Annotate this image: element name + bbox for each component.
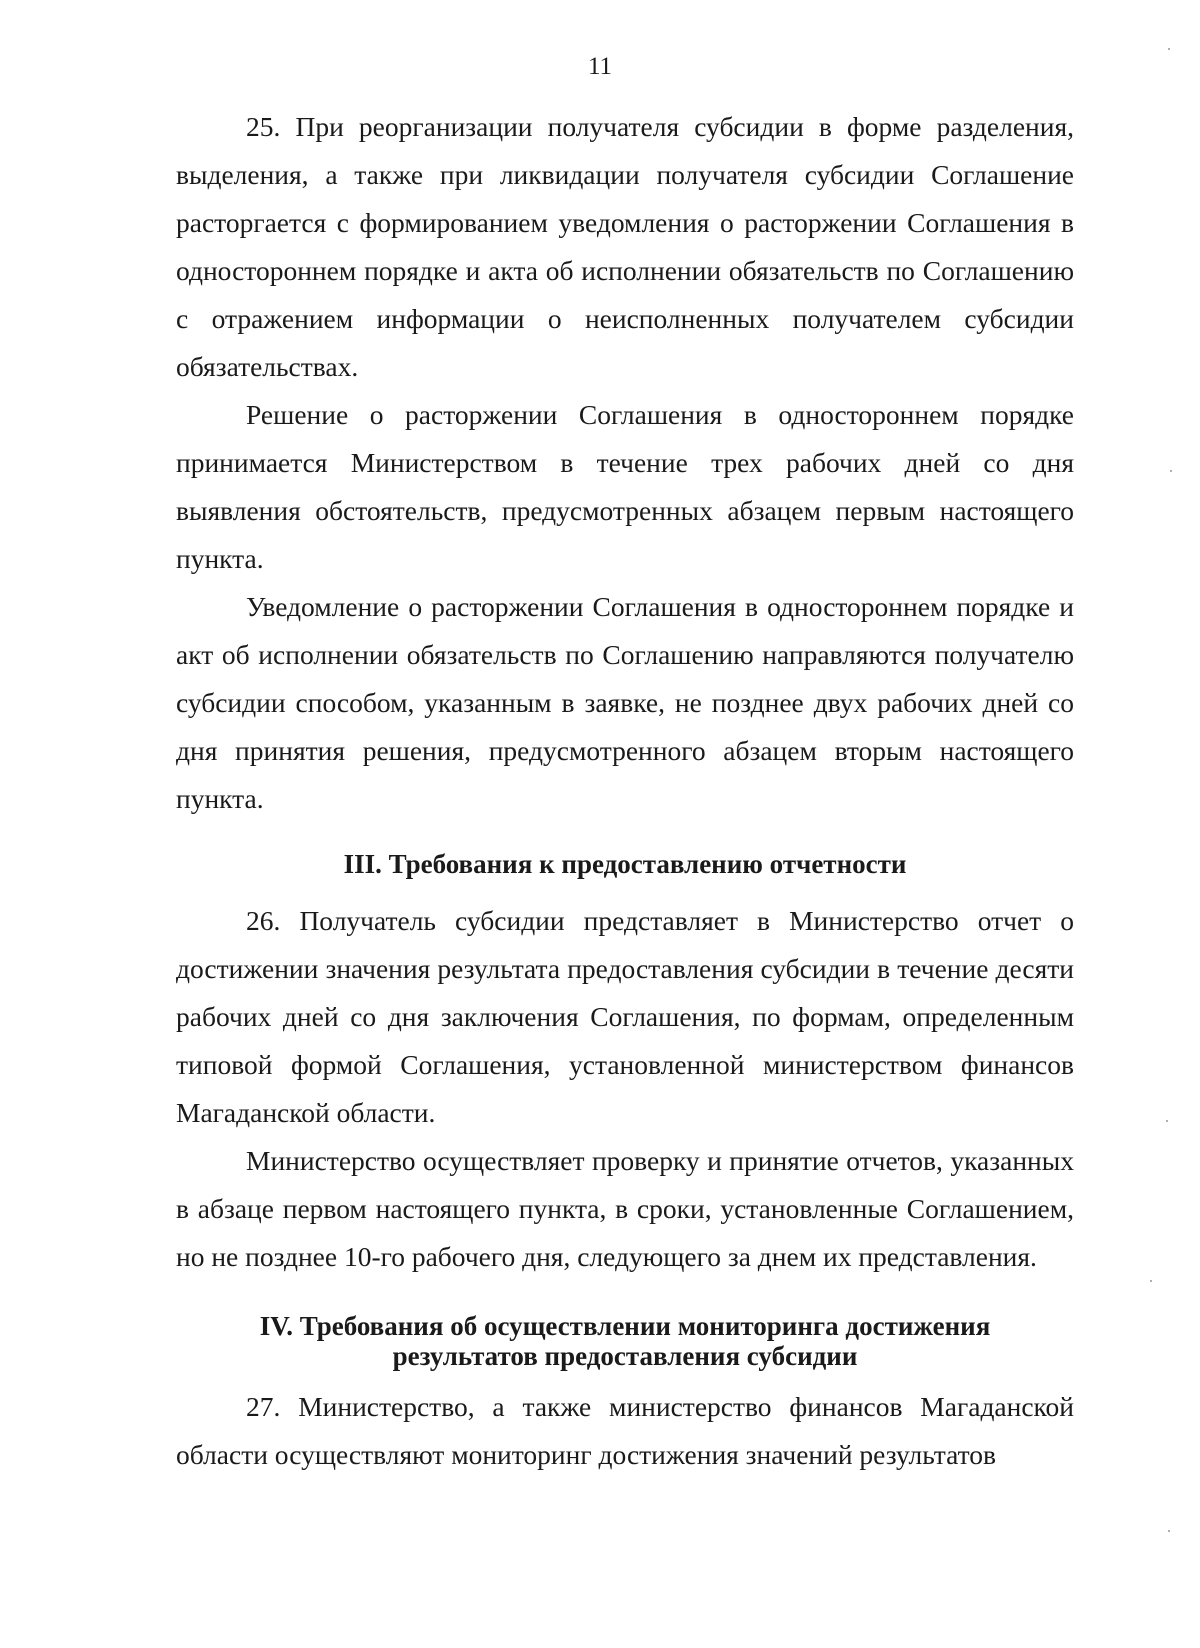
paragraph-26: 26. Получатель субсидии представляет в Министерство отчет о достижении значения результата предоставления субсидии в течение десяти рабочих дней со дня заключения Соглашения, по формам, определенным типовой формой Соглашения, установленной министерством финансов Магаданской области. [176,905,1074,1128]
scan-artifact [1168,48,1170,50]
scan-artifact [1168,1530,1170,1532]
scan-artifact [1166,1120,1168,1122]
section-4-heading-line1: IV. Требования об осуществлении мониторинга достижения [259,1311,991,1341]
paragraph-25-decision: Решение о расторжении Соглашения в одностороннем порядке принимается Министерством в течение трех рабочих дней со дня выявления обстоятельств, предусмотренных абзацем первым настоящего пункта. [176,399,1074,574]
page-number: 11 [587,53,613,80]
section-3-heading: III. Требования к предоставлению отчетности [343,849,907,879]
scan-artifact [1150,1280,1152,1282]
scan-artifact [1170,470,1172,472]
document-body [176,103,1074,1479]
section-4-heading-line2: результатов предоставления субсидии [392,1341,858,1371]
paragraph-25: 25. При реорганизации получателя субсидии в форме разделения, выделения, а также при ликвидации получателя субсидии Соглашение расторгается с формированием уведомления о расторжении Соглашения в одностороннем порядке и акта об исполнении обязательств по Соглашению с отражением информации о неисполненных получателем субсидии обязательствах. [176,111,1074,382]
paragraph-26-check: Министерство осуществляет проверку и принятие отчетов, указанных в абзаце первом настоящего пункта, в сроки, установленные Соглашением, но не позднее 10-го рабочего дня, следующего за днем их представления. [176,1145,1074,1272]
paragraph-27: 27. Министерство, а также министерство финансов Магаданской области осуществляют мониторинг достижения значений результатов [176,1391,1074,1470]
section-4-heading [176,1311,1074,1371]
paragraph-25-notice: Уведомление о расторжении Соглашения в одностороннем порядке и акт об исполнении обязательств по Соглашению направляются получателю субсидии способом, указанным в заявке, не позднее двух рабочих дней со дня принятия решения, предусмотренного абзацем вторым настоящего пункта. [176,591,1074,814]
